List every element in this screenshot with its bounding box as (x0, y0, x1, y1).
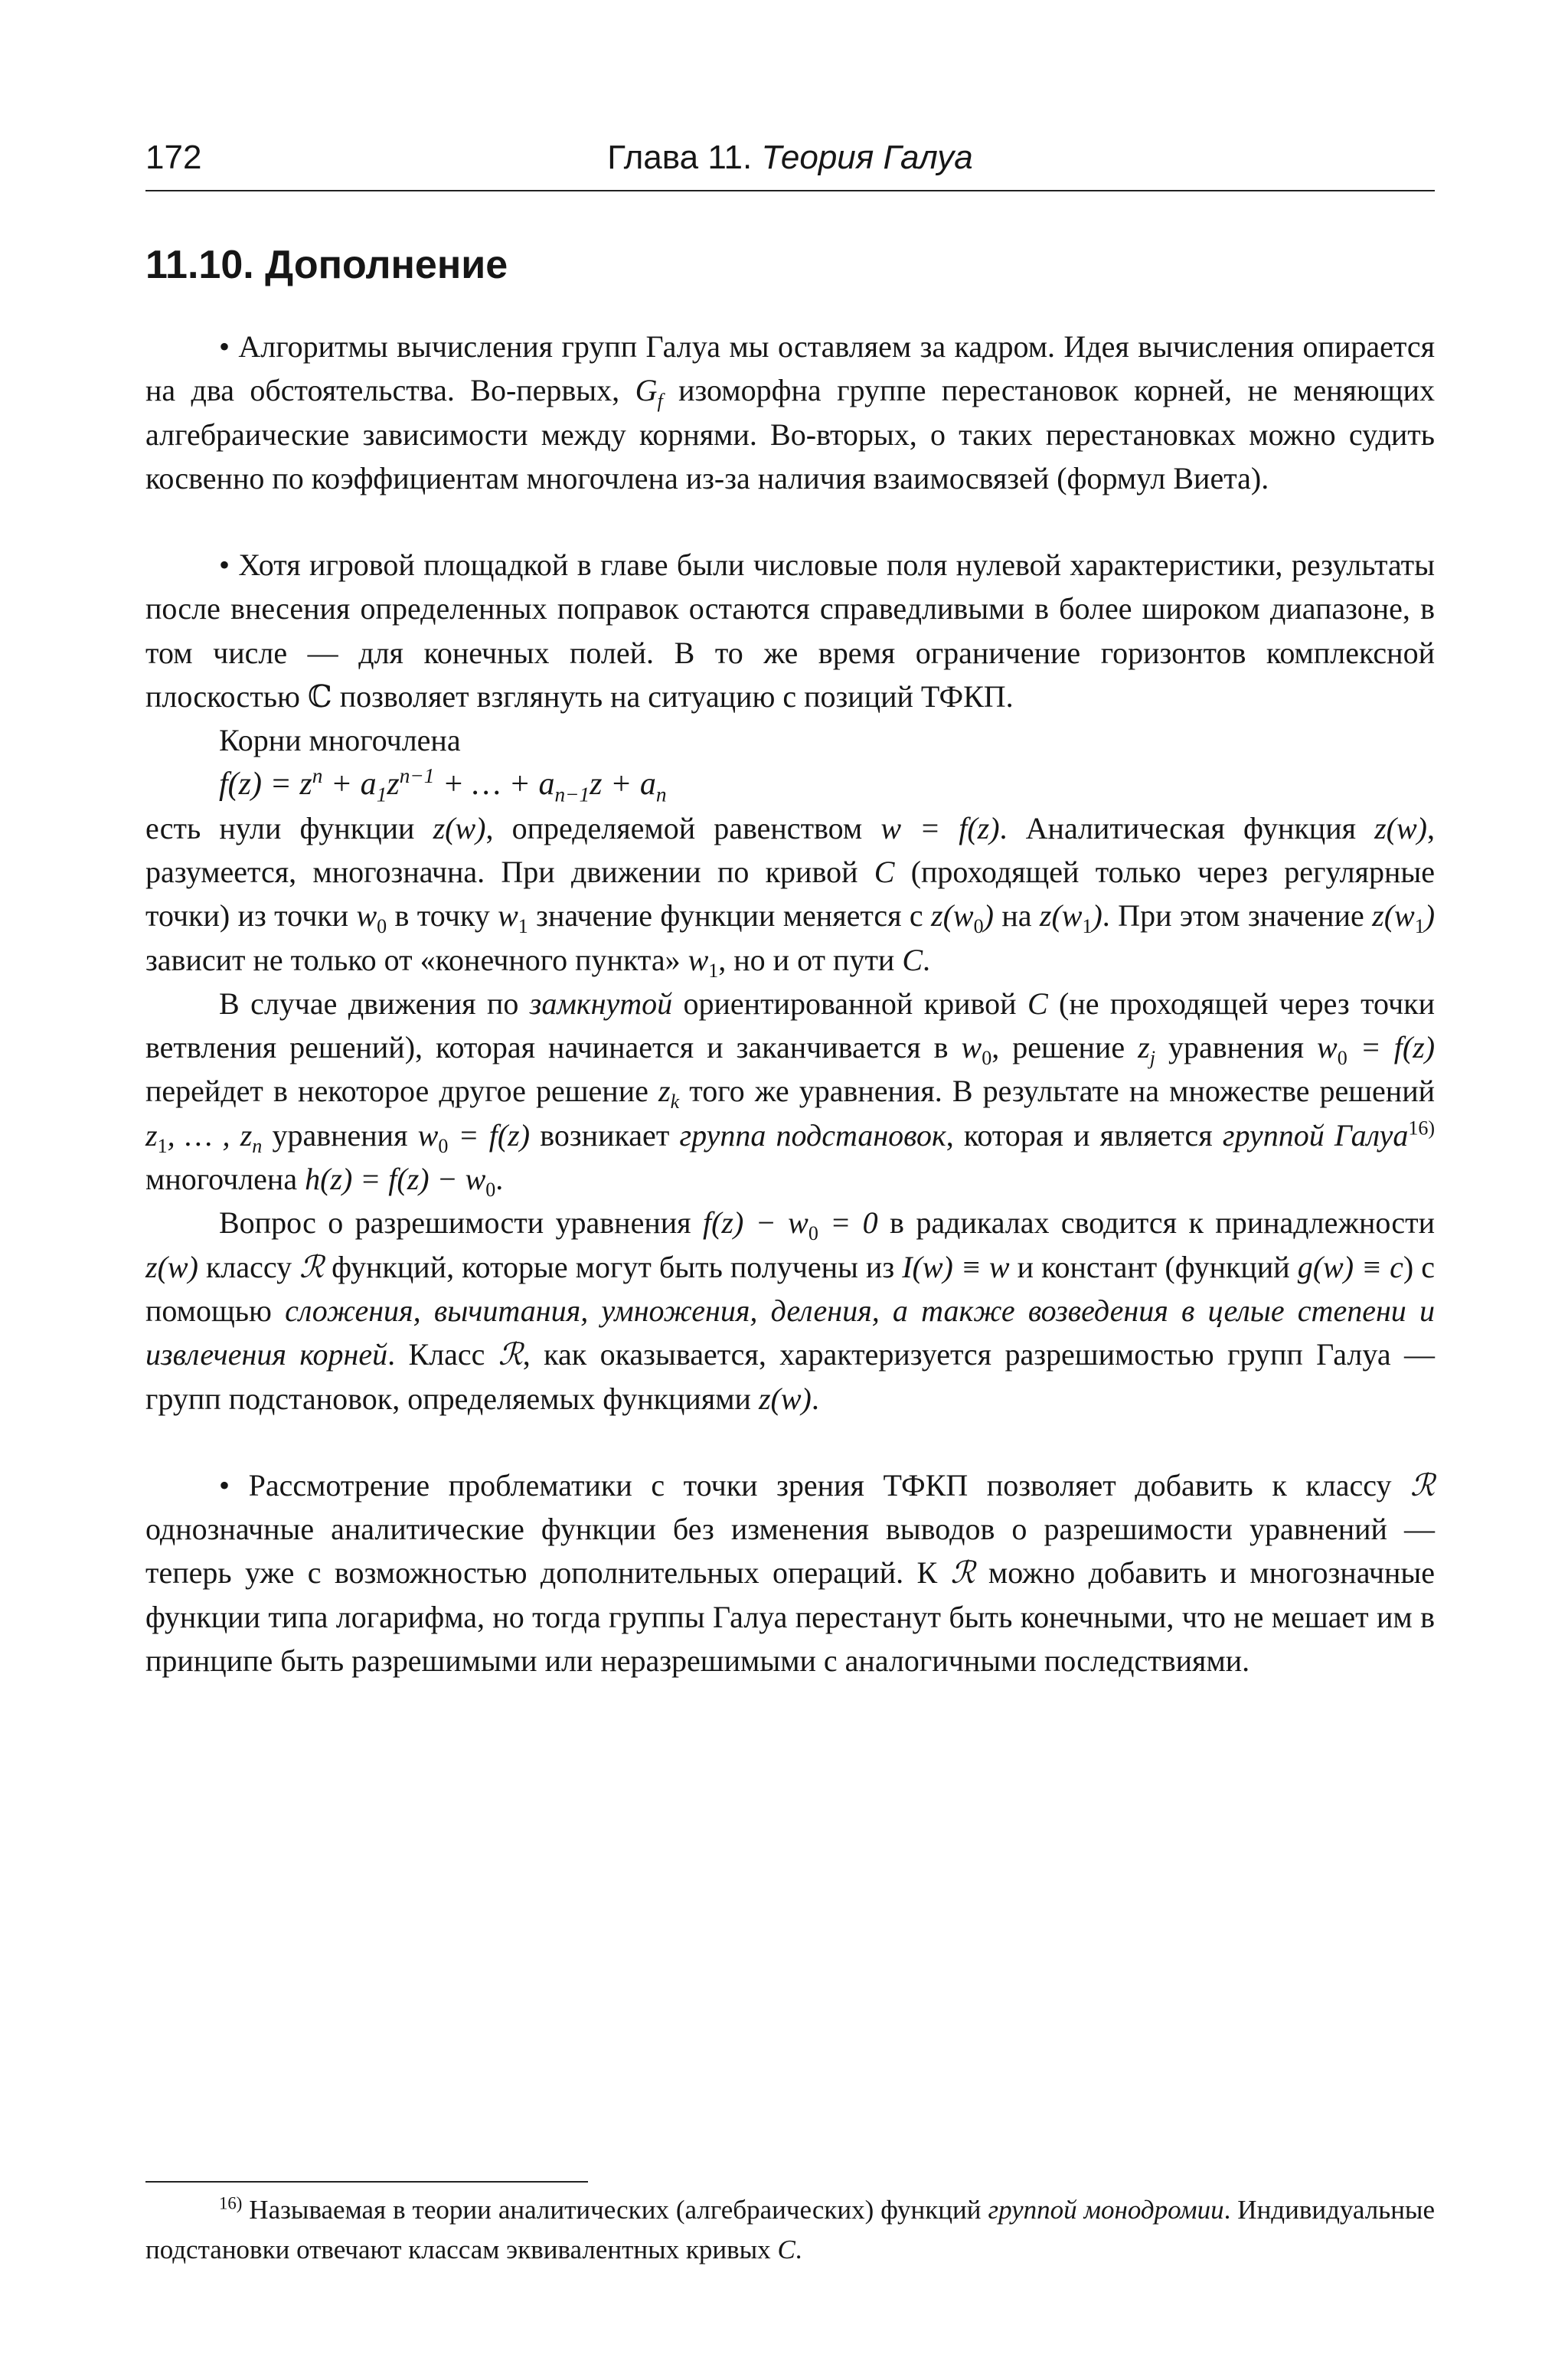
text-run: , как оказывается, характеризуется разрешимостью групп Галуа — групп подстановок, определяемых функциями (145, 1337, 1435, 1416)
math-inline: w (961, 1030, 982, 1065)
math-inline: , … , z (167, 1117, 253, 1153)
math-inline: w (417, 1117, 439, 1153)
math-subscript: j (1149, 1047, 1155, 1070)
text-run: значение функции меняется с (528, 898, 932, 934)
math-inline: z(w) (145, 1249, 198, 1284)
text-run: зависит не только от «конечного пункта» (145, 942, 688, 977)
chapter-label: Глава 11. (607, 139, 753, 176)
footnote-rule (145, 2181, 588, 2183)
book-page (145, 0, 1435, 2374)
math-subscript: 1 (518, 915, 528, 938)
text-run: возникает (530, 1117, 680, 1153)
footnote (145, 2190, 1435, 2270)
text-run: . Индивидуальные подстановки отвечают классам эквивалентных кривых (145, 2195, 1435, 2264)
page-number: 172 (145, 139, 202, 176)
text-run: , которая и является (946, 1117, 1223, 1153)
math-inline: f(z) − w (702, 1205, 808, 1241)
math-inline: = f(z) (448, 1117, 531, 1153)
paragraph-roots-intro: Корни многочлена (219, 723, 461, 758)
footnote-text (145, 2190, 1435, 2270)
text-run: уравнения (262, 1117, 418, 1153)
math-inline: z(w) (758, 1381, 812, 1416)
text-run: есть нули функции (145, 810, 433, 845)
formula-sub: n−1 (554, 783, 590, 806)
math-inline: w (356, 898, 377, 934)
math-inline: z(w (1372, 898, 1415, 934)
text-run: , определяемой равенством (485, 810, 881, 845)
math-subscript: 1 (157, 1134, 168, 1157)
math-subscript: 0 (485, 1179, 496, 1202)
math-inline: C (1027, 986, 1048, 1021)
paragraph-analytic-function (145, 806, 1435, 982)
text-run: ориентированной кривой (672, 986, 1027, 1021)
section-title: Дополнение (265, 243, 508, 287)
text-run: (проходящей только через регулярные точки) из точки (145, 854, 1435, 934)
italic-term: замкнутой (529, 986, 673, 1021)
math-subscript: 0 (973, 915, 984, 938)
math-inline: g(w) ≡ c (1297, 1249, 1403, 1284)
math-inline: h(z) = f(z) − w (305, 1162, 486, 1197)
math-inline: C (902, 942, 923, 977)
text-run: . При этом значение (1102, 898, 1373, 934)
text-run: многочлена (145, 1162, 305, 1197)
text-run: . (923, 942, 931, 977)
math-class-symbol: ℛ (1410, 1467, 1435, 1503)
text-run: ) с помощью (145, 1249, 1435, 1328)
formula-part: + a (322, 766, 377, 802)
paragraph-number-fields: • Хотя игровой площадкой в главе были числовые поля нулевой характеристики, результаты после внесения определенных поправок остаются справедливыми в более широком диапазоне, в том числе — для конечных полей. В то же время ограничение горизонтов комплексной плоскостью ℂ позволяет взглянуть на ситуацию с позиций ТФКП. (145, 548, 1435, 714)
header-rule (145, 190, 1435, 191)
math-inline: ) (1092, 898, 1102, 934)
formula-part: z + a (590, 766, 656, 802)
math-subscript: 0 (1337, 1047, 1348, 1070)
math-inline: = 0 (818, 1205, 878, 1241)
math-subscript: k (670, 1091, 680, 1113)
text-run: и констант (функций (1009, 1249, 1298, 1284)
text-run: , но и от пути (718, 942, 903, 977)
math-subscript: 1 (708, 959, 719, 982)
text-run: • Рассмотрение проблематики с точки зрения ТФКП позволяет добавить к классу (219, 1467, 1411, 1503)
text-run: на (993, 898, 1040, 934)
section-number: 11.10. (145, 243, 254, 287)
text-run: функций, которые могут быть получены из (324, 1249, 903, 1284)
formula-part: f(z) = z (219, 766, 312, 802)
paragraph-closed-curve (145, 982, 1435, 1201)
chapter-name: Теория Галуа (761, 139, 973, 176)
math-class-symbol: ℛ (299, 1249, 325, 1284)
math-inline: z(w) (1374, 810, 1427, 845)
chapter-title (145, 135, 1435, 181)
math-symbol: G (635, 373, 658, 408)
text-run: в радикалах сводится к принадлежности (877, 1205, 1436, 1241)
italic-term: группой монодромии (988, 2195, 1224, 2225)
math-subscript: 0 (438, 1134, 449, 1157)
text-run: изоморфна группе перестановок корней, не меняющих алгебраические зависимости между корнями. Во-вторых, о таких перестановках можно судить косвенно по коэффициентам многочлена из-за наличия взаимосвязей (формул Виета). (145, 373, 1435, 495)
math-inline: z(w) (433, 810, 486, 845)
footnote-reference[interactable]: 16) (1408, 1117, 1435, 1140)
italic-term: группа подстановок (679, 1117, 946, 1153)
math-class-symbol: ℛ (498, 1337, 523, 1372)
math-inline: z (145, 1117, 158, 1153)
text-run: перейдет в некоторое другое решение (145, 1074, 658, 1109)
text-run: . (811, 1381, 819, 1416)
math-subscript: 1 (1414, 915, 1425, 938)
text-run: однозначные аналитические функции без изменения выводов о разрешимости уравнений — теперь уже с возможностью дополнительных операций. К (145, 1512, 1435, 1591)
polynomial-formula (145, 763, 1435, 806)
text-run: . Аналитическая функция (999, 810, 1375, 845)
formula-part: z (387, 766, 400, 802)
text-run: в точку (387, 898, 498, 934)
math-inline: z(w (931, 898, 974, 934)
math-subscript: 0 (377, 915, 387, 938)
formula-part: + … + a (434, 766, 555, 802)
formula-sup: n (312, 764, 323, 787)
math-subscript: f (657, 390, 663, 413)
text-run: можно добавить и многозначные функции типа логарифма, но тогда группы Галуа перестанут быть конечными, что не мешает им в принципе быть разрешимыми или неразрешимыми с аналогичными последствиями. (145, 1555, 1435, 1679)
math-inline: w = f(z) (880, 810, 1000, 845)
formula-sup: n−1 (399, 764, 435, 787)
text-run: • Алгоритмы вычисления групп Галуа мы оставляем за кадром. Идея вычисления опирается на два обстоятельства. Во-первых, (145, 329, 1435, 408)
math-inline: ) (1424, 898, 1436, 934)
math-subscript: 1 (1082, 915, 1093, 938)
paragraph-galois-algorithms (145, 325, 1435, 500)
math-inline: w (688, 942, 709, 977)
text-run: . (795, 2235, 802, 2264)
section-heading (145, 234, 508, 296)
text-run: . (495, 1162, 504, 1197)
math-inline: z (1138, 1030, 1150, 1065)
text-run: того же уравнения. В результате на множестве решений (679, 1074, 1435, 1109)
text-run: (не проходящей через точки ветвления решений), которая начинается и заканчивается в (145, 986, 1435, 1065)
math-class-symbol: ℛ (950, 1555, 975, 1591)
text-run: Называемая в теории аналитических (алгебраических) функций (242, 2195, 988, 2225)
math-inline: C (874, 854, 895, 889)
math-inline: = f(z) (1347, 1030, 1436, 1065)
math-subscript: n (252, 1134, 263, 1157)
text-run: уравнения (1155, 1030, 1317, 1065)
text-run: . Класс (387, 1337, 498, 1372)
math-inline: z(w (1039, 898, 1083, 934)
math-inline: C (777, 2235, 795, 2264)
formula-sub: n (655, 783, 667, 806)
formula-sub: 1 (376, 783, 387, 806)
running-header (145, 135, 1435, 181)
text-run: Вопрос о разрешимости уравнения (219, 1205, 703, 1241)
math-inline: w (1317, 1030, 1338, 1065)
body-text (145, 325, 1435, 1682)
italic-term: группой Галуа (1222, 1117, 1409, 1153)
paragraph-tfkp-extension (145, 1463, 1435, 1682)
math-subscript: 0 (982, 1047, 992, 1070)
text-run: классу (198, 1249, 300, 1284)
math-inline: z (658, 1074, 671, 1109)
text-run: В случае движения по (219, 986, 530, 1021)
math-inline: I(w) ≡ w (902, 1249, 1010, 1284)
math-inline: w (498, 898, 518, 934)
text-run: , решение (991, 1030, 1138, 1065)
paragraph-solvability (145, 1201, 1435, 1420)
math-subscript: 0 (808, 1222, 818, 1245)
footnote-mark: 16) (219, 2193, 243, 2213)
italic-term: сложения, вычитания, умножения, деления, а также возведения в целые степени и извлечения корней (145, 1293, 1435, 1372)
math-inline: ) (983, 898, 994, 934)
text-run: , разумеется, многозначна. При движении по кривой (145, 810, 1435, 889)
